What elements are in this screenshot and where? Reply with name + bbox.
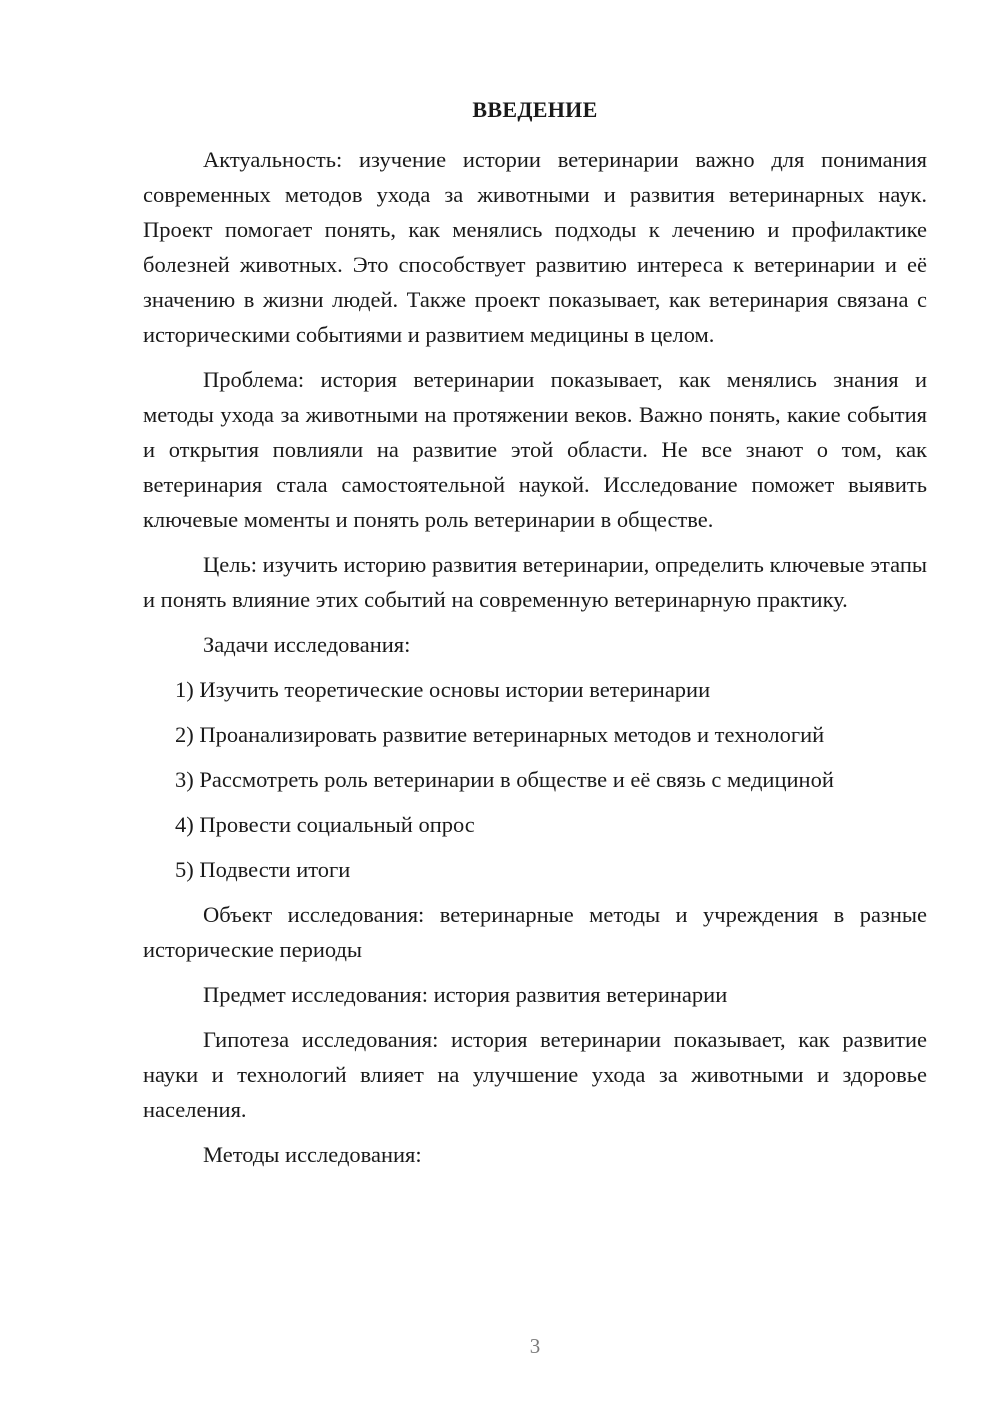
hypothesis-paragraph: Гипотеза исследования: история ветеринарии показывает, как развитие науки и технологий влияет на улучшение ухода за животными и здоровье населения. — [143, 1027, 927, 1122]
list-item: 2) Проанализировать развитие ветеринарных методов и технологий — [175, 722, 825, 747]
list-item: 1) Изучить теоретические основы истории ветеринарии — [175, 677, 711, 702]
subject-paragraph: Предмет исследования: история развития ветеринарии — [203, 982, 728, 1007]
tasks-list — [143, 672, 927, 887]
methods-heading: Методы исследования: — [203, 1142, 422, 1167]
list-item: 3) Рассмотреть роль ветеринарии в обществе и её связь с медициной — [175, 767, 834, 792]
list-item: 4) Провести социальный опрос — [175, 812, 475, 837]
list-item: 5) Подвести итоги — [175, 857, 351, 882]
document-page — [143, 0, 927, 1414]
goal-paragraph: Цель: изучить историю развития ветеринарии, определить ключевые этапы и понять влияние этих событий на современную ветеринарную практику. — [143, 552, 927, 612]
page-number: 3 — [529, 1334, 541, 1358]
object-paragraph: Объект исследования: ветеринарные методы и учреждения в разные исторические периоды — [143, 902, 927, 962]
page-title: ВВЕДЕНИЕ — [472, 97, 598, 122]
relevance-paragraph: Актуальность: изучение истории ветеринарии важно для понимания современных методов ухода за животными и развития ветеринарных наук. Проект помогает понять, как менялись подходы к лечению и профилактике болезней животных. Это способствует развитию интереса к ветеринарии и её значению в жизни людей. Также проект показывает, как ветеринария связана с историческими событиями и развитием медицины в целом. — [143, 147, 927, 347]
document-body — [143, 142, 927, 1182]
problem-paragraph: Проблема: история ветеринарии показывает, как менялись знания и методы ухода за животными на протяжении веков. Важно понять, какие события и открытия повлияли на развитие этой области. Не все знают о том, как ветеринария стала самостоятельной наукой. Исследование поможет выявить ключевые моменты и понять роль ветеринарии в обществе. — [143, 367, 927, 532]
tasks-heading: Задачи исследования: — [203, 632, 411, 657]
